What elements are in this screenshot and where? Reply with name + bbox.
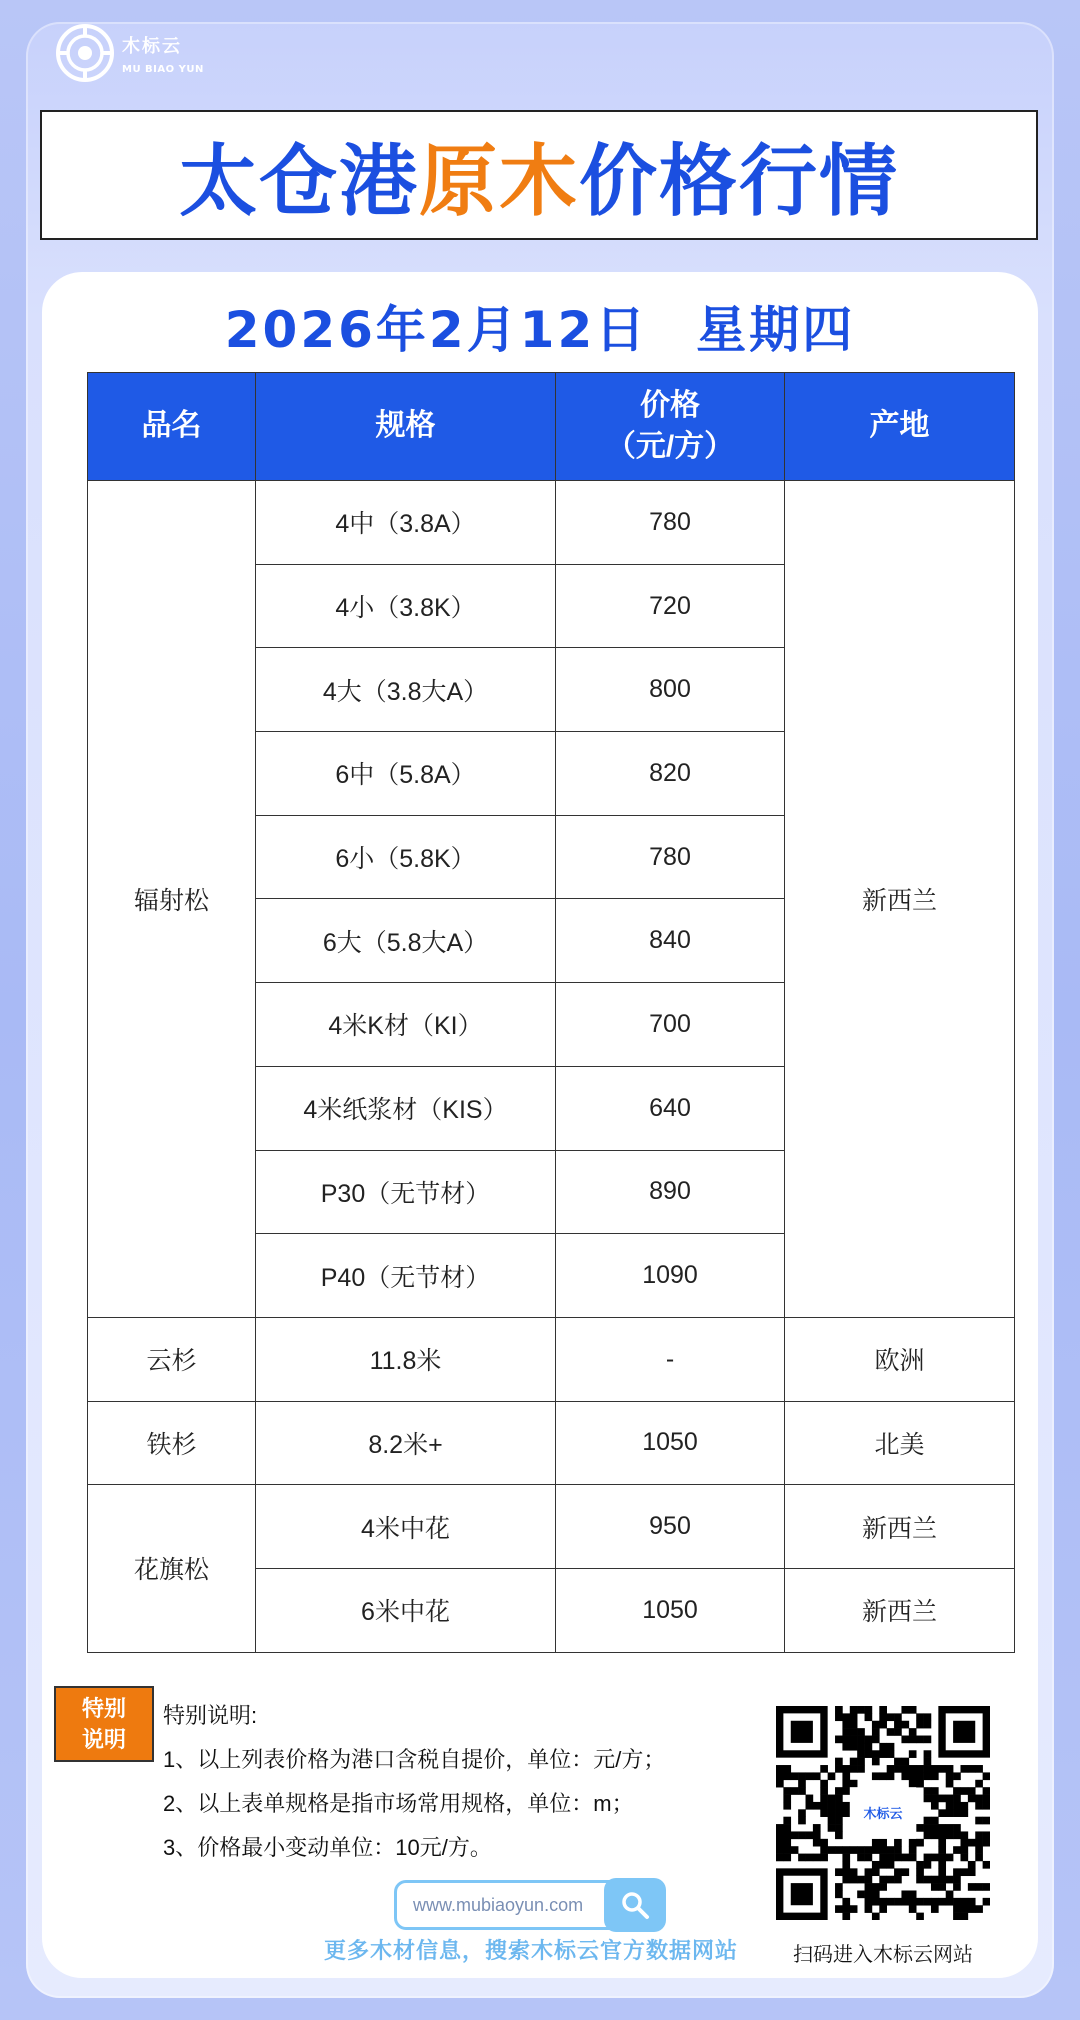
brand-name-en: MU BIAO YUN xyxy=(122,64,204,75)
spec-cell: 4米K材（KI） xyxy=(256,983,556,1067)
note-item: 3、价格最小变动单位：10元/方。 xyxy=(163,1835,492,1860)
product-name: 辐射松 xyxy=(88,481,256,1318)
table-header-row xyxy=(88,373,1015,481)
spec-cell: 6米中花 xyxy=(256,1568,556,1652)
spec-cell: 4米中花 xyxy=(256,1485,556,1569)
product-name: 云杉 xyxy=(88,1317,256,1401)
price-cell: 950 xyxy=(556,1485,785,1569)
table-row xyxy=(88,481,1015,565)
weekday-text: 星期四 xyxy=(696,301,856,359)
search-icon xyxy=(620,1890,650,1920)
table-row xyxy=(88,1401,1015,1485)
price-cell: 1090 xyxy=(556,1234,785,1318)
origin-cell: 新西兰 xyxy=(785,1485,1015,1569)
price-cell: 640 xyxy=(556,1066,785,1150)
qr-code[interactable] xyxy=(776,1706,990,1920)
svg-text:木标云: 木标云 xyxy=(863,1807,903,1822)
badge-line-1: 特别 xyxy=(81,1697,126,1722)
spec-cell: 4大（3.8大A） xyxy=(256,648,556,732)
price-cell: 840 xyxy=(556,899,785,983)
spec-cell: 4米纸浆材（KIS） xyxy=(256,1066,556,1150)
date-text: 2026年2月12日 xyxy=(224,301,649,359)
note-item: 2、以上表单规格是指市场常用规格，单位：m； xyxy=(163,1791,634,1816)
table-row xyxy=(88,1317,1015,1401)
price-cell: 820 xyxy=(556,732,785,816)
price-cell: 800 xyxy=(556,648,785,732)
origin-cell: 欧洲 xyxy=(785,1317,1015,1401)
header-price xyxy=(556,373,785,481)
title-part-log: 原木 xyxy=(418,137,579,227)
header-origin: 产地 xyxy=(785,373,1015,481)
origin-cell: 新西兰 xyxy=(785,481,1015,1318)
brand-name-cn: 木标云 xyxy=(122,36,182,57)
page-title xyxy=(179,119,899,231)
header-name: 品名 xyxy=(88,373,256,481)
spec-cell: P30（无节材） xyxy=(256,1150,556,1234)
header-spec: 规格 xyxy=(256,373,556,481)
brand-logo-icon xyxy=(54,22,116,84)
title-part-port: 太仓港 xyxy=(178,137,419,227)
origin-cell: 新西兰 xyxy=(785,1568,1015,1652)
spec-cell: 11.8米 xyxy=(256,1317,556,1401)
spec-cell: 4中（3.8A） xyxy=(256,481,556,565)
spec-cell: P40（无节材） xyxy=(256,1234,556,1318)
price-table xyxy=(87,372,1015,1653)
origin-cell: 北美 xyxy=(785,1401,1015,1485)
spec-cell: 6小（5.8K） xyxy=(256,815,556,899)
search-url-text: www.mubiaoyun.com xyxy=(413,1894,584,1915)
product-name: 花旗松 xyxy=(88,1485,256,1652)
special-note-badge xyxy=(54,1686,154,1762)
spec-cell: 8.2米+ xyxy=(256,1401,556,1485)
qr-caption: 扫码进入木标云网站 xyxy=(793,1944,973,1966)
price-cell: 1050 xyxy=(556,1568,785,1652)
header-price-label: 价格 xyxy=(640,389,700,422)
price-cell: 720 xyxy=(556,564,785,648)
title-box xyxy=(40,110,1038,240)
notes-heading: 特别说明: xyxy=(163,1703,258,1728)
spec-cell: 6大（5.8大A） xyxy=(256,899,556,983)
title-part-price: 价格行情 xyxy=(579,137,900,227)
price-cell: 780 xyxy=(556,815,785,899)
note-item: 1、以上列表价格为港口含税自提价，单位：元/方； xyxy=(163,1747,666,1772)
price-cell: 780 xyxy=(556,481,785,565)
date-line xyxy=(0,290,1080,362)
product-name: 铁杉 xyxy=(88,1401,256,1485)
badge-line-2: 说明 xyxy=(81,1728,126,1753)
search-button[interactable] xyxy=(604,1878,666,1932)
price-cell: 700 xyxy=(556,983,785,1067)
spec-cell: 6中（5.8A） xyxy=(256,732,556,816)
slogan-text: 更多木材信息，搜索木标云官方数据网站 xyxy=(324,1939,739,1964)
price-cell: 890 xyxy=(556,1150,785,1234)
table-row xyxy=(88,1485,1015,1569)
header-price-unit: （元/方） xyxy=(605,429,735,463)
notes-block xyxy=(163,1694,665,1870)
spec-cell: 4小（3.8K） xyxy=(256,564,556,648)
price-cell: - xyxy=(556,1317,785,1401)
price-cell: 1050 xyxy=(556,1401,785,1485)
brand-name xyxy=(122,32,204,75)
